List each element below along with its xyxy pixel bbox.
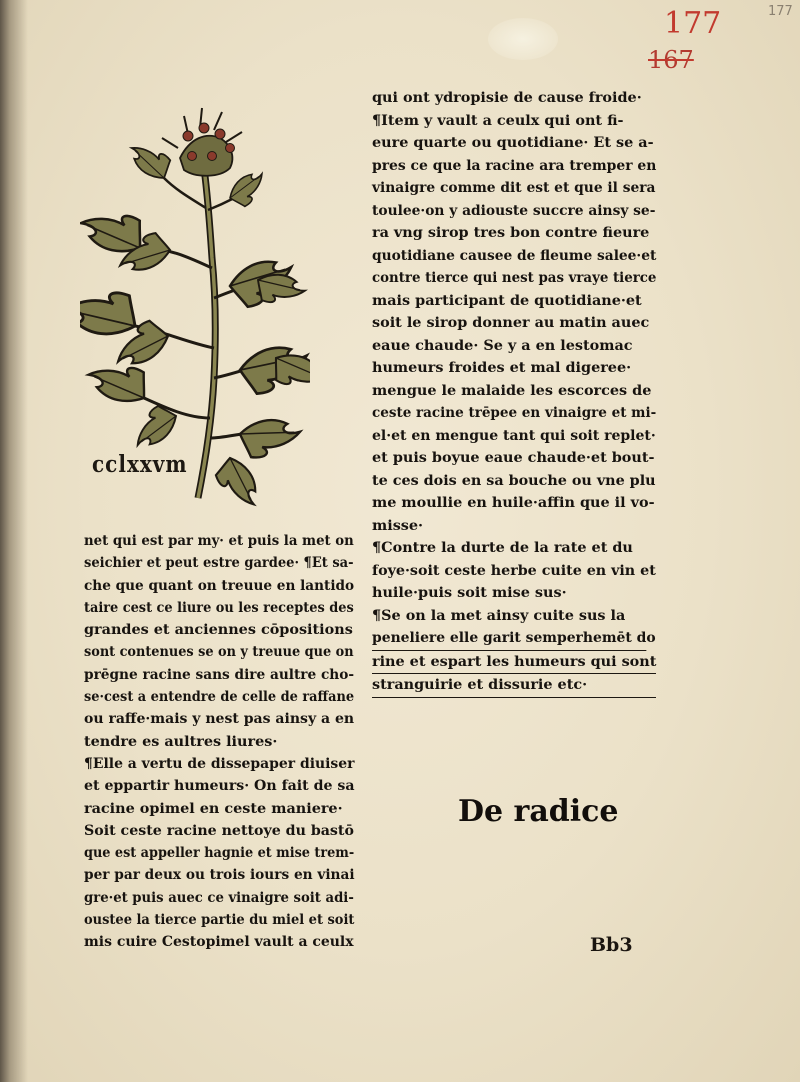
text-line: et puis boyue eaue chaude·et bout- (372, 449, 655, 466)
text-line: grandes et anciennes cōpositions (84, 621, 353, 639)
text-line: et eppartir humeurs· On fait de sa (84, 777, 355, 795)
text-line: Soit ceste racine nettoye du bastō (84, 821, 354, 839)
binding-gutter-shadow (0, 0, 28, 1082)
text-line: prēgne racine sans dire aultre cho- (84, 665, 355, 683)
text-line: ¶Se on la met ainsy cuite sus la (372, 606, 626, 624)
text-line: qui ont ydropisie de cause froide· (372, 89, 642, 106)
text-line: ceste racine trēpee en vinaigre et mi- (372, 404, 657, 421)
text-line: vinaigre comme dit est et que il sera (372, 179, 656, 196)
text-line: el·et en mengue tant qui soit replet· (372, 426, 656, 444)
text-line: ¶Item y vault a ceulx qui ont fi- (372, 111, 624, 129)
folio-number: 177 (664, 6, 722, 41)
text-line: humeurs froides et mal digeree· (372, 359, 632, 376)
text-line: misse· (372, 516, 424, 534)
text-line: toulee·on y adiouste succre ainsy se- (372, 201, 656, 219)
text-line: sont contenues se on y treuue que on (84, 643, 354, 661)
text-line: seichier et peut estre gardee· ¶Et sa- (84, 554, 354, 572)
text-line: ra vng sirop tres bon contre fieure (372, 224, 650, 241)
text-line: per par deux ou trois iours en vinai (84, 866, 355, 884)
text-line: eaue chaude· Se y a en lestomac (372, 336, 633, 354)
text-line: se·cest a entendre de celle de raffane (84, 688, 355, 706)
section-heading: De radice (458, 794, 619, 829)
text-line: eure quarte ou quotidiane· Et se a- (372, 134, 654, 151)
underlined-text-line: stranguirie et dissurie etc· (372, 674, 656, 698)
text-line: huile·puis soit mise sus· (372, 584, 567, 601)
text-line: pres ce que la racine ara tremper en (372, 156, 657, 174)
text-line: contre tierce qui nest pas vraye tierce (372, 269, 657, 286)
folio-number-cancelled: 167 (648, 46, 694, 74)
text-line: oustee la tierce partie du miel et soit (84, 911, 355, 929)
text-line: net qui est par my· et puis la met on (84, 532, 354, 549)
underlined-text-line: rine et espart les humeurs qui sont (372, 651, 656, 675)
text-line: mengue le malaide les escorces de (372, 381, 652, 399)
text-line: ou raffe·mais y nest pas ainsy a en (84, 710, 355, 728)
right-text-column (372, 87, 656, 698)
paper-stain (488, 18, 558, 60)
text-line: tendre es aultres liures· (84, 732, 278, 750)
folio-number-pencil: 177 (768, 4, 793, 19)
text-line: ¶Elle a vertu de dissepaper diuiser (84, 754, 355, 772)
text-line: quotidiane causee de fleume salee·et (372, 246, 657, 264)
text-line: racine opimel en ceste maniere· (84, 799, 343, 817)
underlined-text-line: peneliere elle garit semperhemēt do (372, 627, 646, 651)
text-line: taire cest ce liure ou les receptes des (84, 598, 354, 616)
text-line: que est appeller hagnie et mise trem- (84, 844, 355, 862)
signature-mark: Bb3 (590, 934, 633, 956)
text-line: ¶Contre la durte de la rate et du (372, 539, 633, 556)
text-line: gre·et puis auec ce vinaigre soit adi- (84, 888, 354, 906)
text-line: soit le sirop donner au matin auec (372, 314, 650, 331)
text-line: che que quant on treuue en lantido (84, 576, 355, 594)
text-line: mais participant de quotidiane·et (372, 291, 642, 309)
flower-head-icon (162, 108, 242, 176)
plate-number-label: cclxxvm (92, 450, 188, 478)
text-line: te ces dois en sa bouche ou vne plu (372, 471, 656, 489)
text-line: foye·soit ceste herbe cuite en vin et (372, 561, 656, 579)
text-line: me moullie en huile·affin que il vo- (372, 494, 655, 511)
text-line: mis cuire Cestopimel vault a ceulx (84, 933, 354, 951)
left-text-column (84, 530, 354, 954)
